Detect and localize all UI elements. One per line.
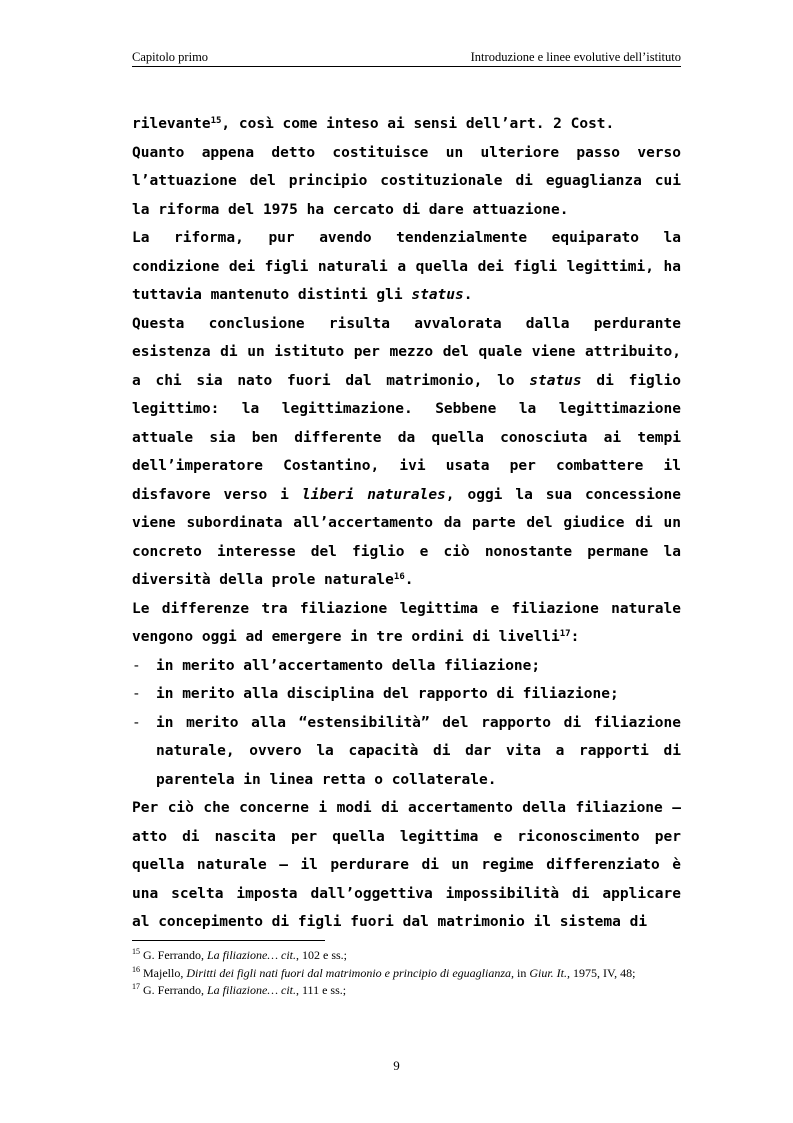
footnote-ref[interactable]: 16 — [393, 572, 405, 582]
italic-text: Diritti dei figli nati fuori dal matrimonio e principio di eguaglianza, — [186, 965, 514, 980]
footnote-separator — [132, 940, 325, 941]
list-item — [132, 652, 681, 681]
italic-text: La filiazione… cit. — [206, 948, 296, 962]
text-run: rilevante — [132, 116, 211, 132]
paragraph — [132, 595, 681, 652]
list-dash: - — [132, 657, 141, 674]
italic-text: status — [529, 372, 582, 389]
italic-text: La filiazione… cit. — [206, 983, 296, 997]
paragraph: Quanto appena detto costituisce un ulteriore passo verso l’attuazione del principio costituzionale di eguaglianza cui la riforma del 1975 ha cercato di dare attuazione. — [132, 144, 681, 218]
footnote — [132, 945, 681, 963]
text-run: G. Ferrando, — [140, 983, 207, 997]
footnotes — [132, 945, 681, 998]
list-item-text: in merito all’accertamento della filiazione; — [156, 657, 541, 674]
page-number: 9 — [393, 1058, 400, 1073]
italic-text: liberi naturales — [301, 486, 446, 503]
italic-text: Giur. It., — [529, 965, 571, 980]
text-run: : — [570, 629, 580, 645]
footnote-number: 15 — [132, 947, 140, 956]
paragraph — [132, 310, 681, 595]
text-run: G. Ferrando, — [140, 948, 207, 962]
body-text — [132, 110, 681, 937]
text-run: Le differenze tra filiazione legittima e filiazione naturale vengono oggi ad emergere in tre ordini di livelli — [132, 600, 681, 645]
text-run: . — [404, 572, 414, 588]
header-chapter: Capitolo primo — [132, 50, 209, 64]
paragraph — [132, 224, 681, 310]
footnote — [132, 980, 681, 998]
paragraph: Per ciò che concerne i modi di accertamento della filiazione – atto di nascita per quella legittima e riconoscimento per quella naturale – il perdurare di un regime differenziato è una scelta imposta dall’oggettiva impossibilità di applicare al concepimento di figli fuori dal matrimonio il sistema di — [132, 800, 681, 930]
text-run: La riforma, pur avendo tendenzialmente equiparato la condizione dei figli naturali a quella dei figli legittimi, ha tuttavia mantenuto distinti gli — [132, 230, 681, 303]
italic-text: status — [411, 287, 464, 303]
list-item-text: in merito alla “estensibilità” del rapporto di filiazione naturale, ovvero la capacità di dar vita a rapporti di parentela in linea retta o collaterale. — [156, 714, 681, 788]
footnote — [132, 963, 681, 981]
text-run: Questa conclusione risulta avvalorata dalla perdurante esistenza di un istituto per mezzo del quale viene attribuito, a chi sia nato fuori dal matrimonio, lo — [132, 315, 681, 389]
header-section-title: Introduzione e linee evolutive dell’istituto — [470, 50, 681, 64]
list-item — [132, 709, 681, 795]
text-run: di figlio legittimo: la legittimazione. Sebbene la legittimazione attuale sia ben differente da quella conosciuta ai tempi dell’imperatore Costantino, ivi usata per combattere il disfavore verso i — [132, 372, 681, 503]
running-header — [132, 50, 681, 67]
text-run: . — [463, 287, 473, 303]
list-item — [132, 680, 681, 709]
text-run: , oggi la sua concessione viene subordinata all’accertamento da parte del giudice di un concreto interesse del figlio e ciò nonostante permane la diversità della prole naturale — [132, 486, 681, 588]
footnote-number: 17 — [132, 982, 140, 991]
footnote-number: 16 — [132, 964, 140, 974]
text-run: Majello, — [140, 965, 187, 980]
text-run: 1975, IV, 48; — [570, 965, 636, 980]
text-run: in — [514, 965, 530, 980]
text-run: , 102 e ss.; — [296, 948, 347, 962]
text-run: , così come inteso ai sensi dell’art. 2 Cost. — [221, 116, 615, 132]
list-item-text: in merito alla disciplina del rapporto di filiazione; — [156, 686, 619, 702]
list-dash: - — [132, 686, 141, 702]
paragraph — [132, 110, 681, 139]
text-run: , 111 e ss.; — [296, 983, 347, 997]
footnote-ref[interactable]: 15 — [210, 116, 222, 126]
list-dash: - — [132, 714, 141, 731]
footnote-ref[interactable]: 17 — [559, 629, 571, 639]
